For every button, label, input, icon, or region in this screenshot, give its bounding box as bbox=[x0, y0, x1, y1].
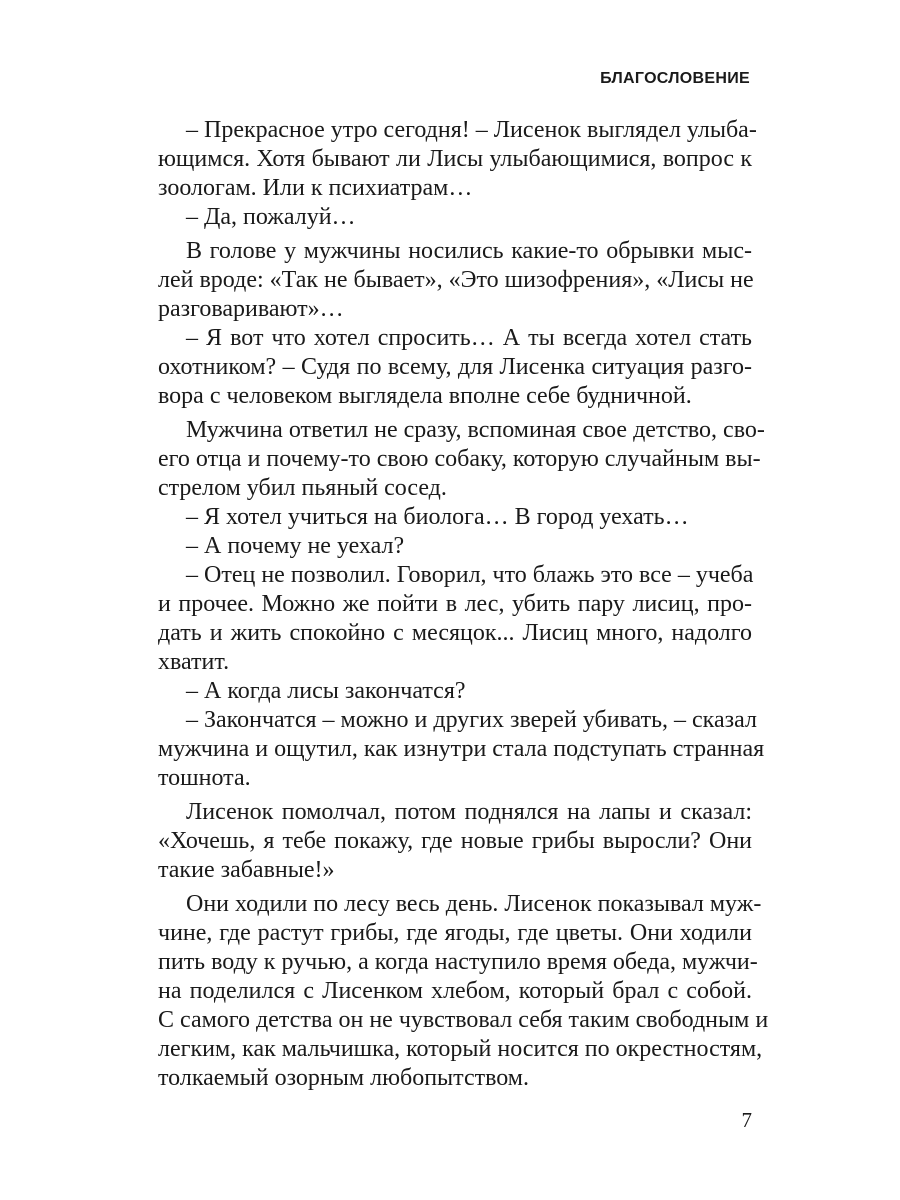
text-line: тошнота. bbox=[158, 765, 251, 791]
body-text bbox=[158, 116, 769, 1093]
text-line: стрелом убил пьяный сосед. bbox=[158, 475, 447, 501]
text-line: «Хочешь, я тебе покажу, где новые грибы выросли? Они bbox=[158, 828, 752, 854]
text-line: зоологам. Или к психиатрам… bbox=[158, 175, 473, 201]
text-line: – Да, пожалуй… bbox=[186, 204, 356, 230]
text-line: В голове у мужчины носились какие-то обрывки мыс- bbox=[186, 238, 752, 264]
text-line: – А когда лисы закончатся? bbox=[186, 678, 466, 704]
text-line: такие забавные!» bbox=[158, 857, 335, 883]
text-line: Лисенок помолчал, потом поднялся на лапы и сказал: bbox=[186, 799, 752, 825]
text-line: лей вроде: «Так не бывает», «Это шизофрения», «Лисы не bbox=[158, 267, 754, 293]
page-number: 7 bbox=[741, 1108, 752, 1132]
running-head: БЛАГОСЛОВЕНИЕ bbox=[600, 70, 750, 87]
text-line: – Закончатся – можно и других зверей убивать, – сказал bbox=[186, 707, 757, 733]
text-line: – Я хотел учиться на биолога… В город уехать… bbox=[186, 504, 689, 530]
text-line: дать и жить спокойно с месяцок... Лисиц много, надолго bbox=[158, 620, 752, 646]
text-line: его отца и почему-то свою собаку, которую случайным вы- bbox=[158, 446, 761, 472]
text-line: пить воду к ручью, а когда наступило время обеда, мужчи- bbox=[158, 949, 758, 975]
text-line: ющимся. Хотя бывают ли Лисы улыбающимися, вопрос к bbox=[158, 146, 752, 172]
text-line: – Отец не позволил. Говорил, что блажь это все – учеба bbox=[186, 562, 754, 588]
text-line: легким, как мальчишка, который носится по окрестностям, bbox=[158, 1036, 763, 1062]
text-line: Мужчина ответил не сразу, вспоминая свое детство, сво- bbox=[186, 417, 765, 443]
text-line: на поделился с Лисенком хлебом, который брал с собой. bbox=[158, 978, 752, 1004]
text-line: толкаемый озорным любопытством. bbox=[158, 1065, 529, 1091]
text-line: Они ходили по лесу весь день. Лисенок показывал муж- bbox=[186, 891, 762, 917]
text-line: и прочее. Можно же пойти в лес, убить пару лисиц, про- bbox=[158, 591, 752, 617]
text-line: охотником? – Судя по всему, для Лисенка ситуация разго- bbox=[158, 354, 752, 380]
text-line: разговаривают»… bbox=[158, 296, 344, 322]
text-line: – Я вот что хотел спросить… А ты всегда хотел стать bbox=[186, 325, 752, 351]
text-line: С самого детства он не чувствовал себя таким свободным и bbox=[158, 1007, 769, 1033]
text-line: мужчина и ощутил, как изнутри стала подступать странная bbox=[158, 736, 765, 762]
text-line: хватит. bbox=[158, 649, 230, 675]
text-line: – А почему не уехал? bbox=[186, 533, 405, 559]
text-line: чине, где растут грибы, где ягоды, где цветы. Они ходили bbox=[158, 920, 752, 946]
text-line: – Прекрасное утро сегодня! – Лисенок выглядел улыба- bbox=[186, 117, 757, 143]
text-line: вора с человеком выглядела вполне себе будничной. bbox=[158, 383, 692, 409]
